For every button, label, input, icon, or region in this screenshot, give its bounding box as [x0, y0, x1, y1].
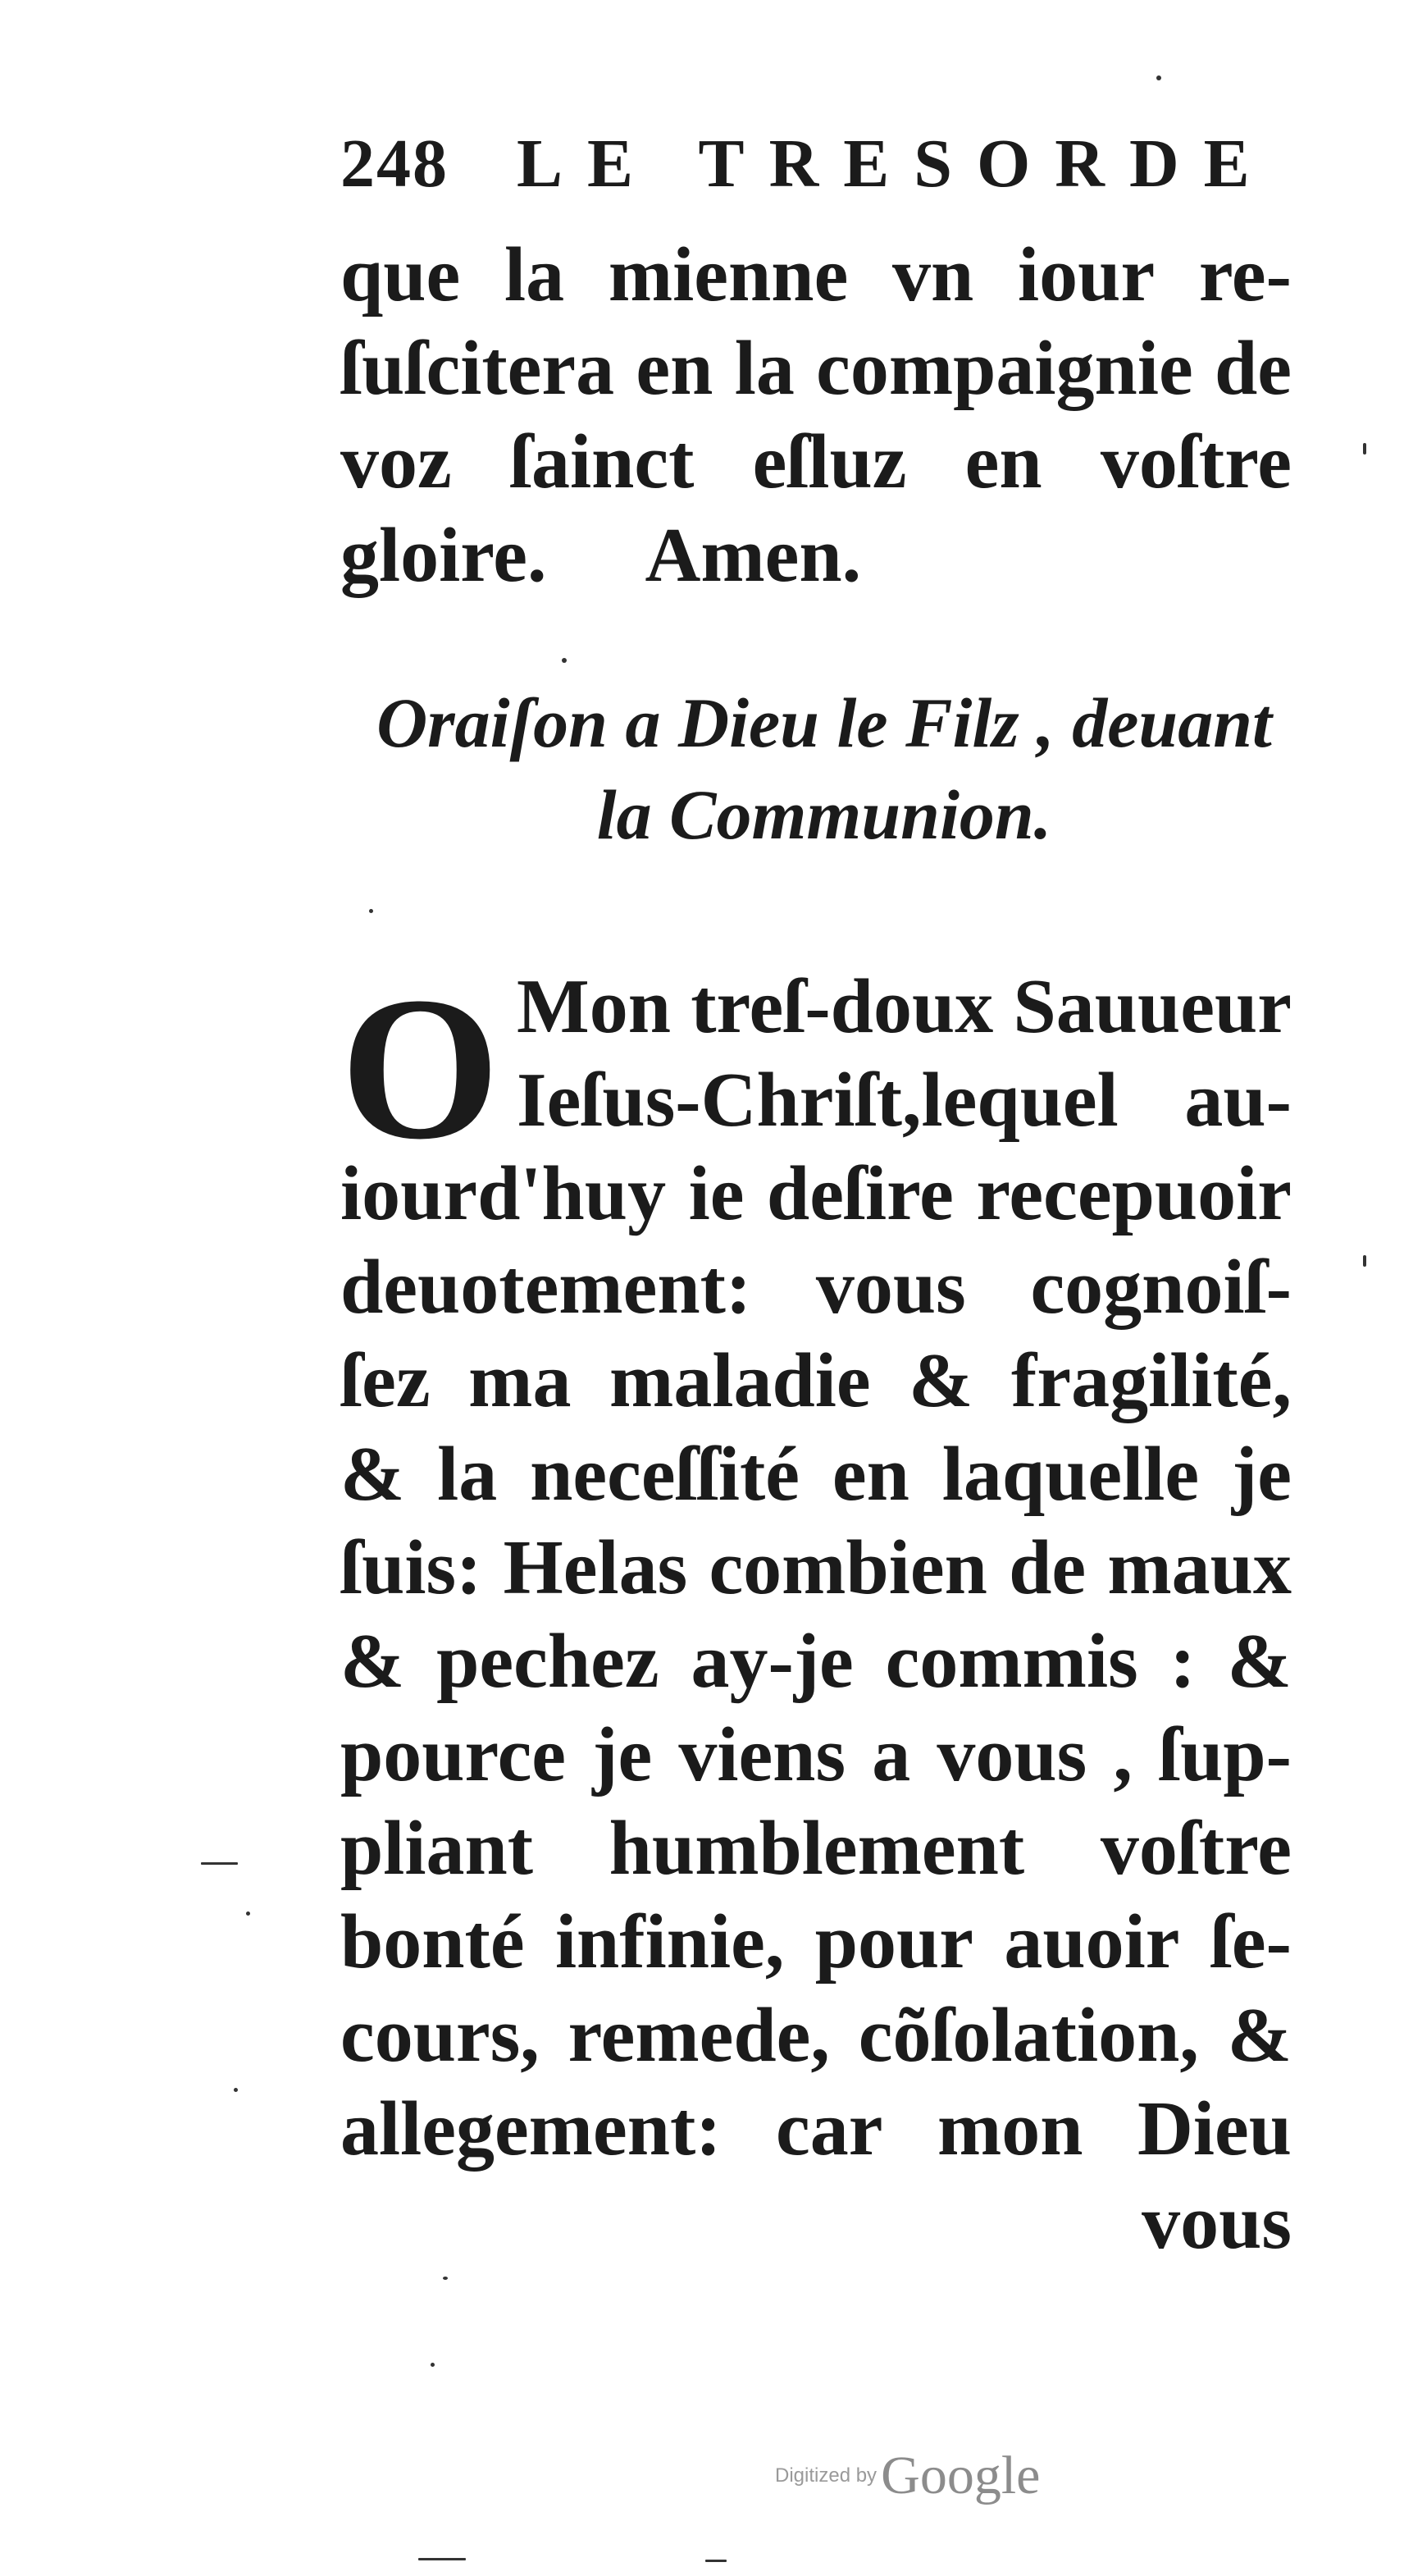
word: combien	[709, 1525, 987, 1610]
word: que	[340, 232, 461, 317]
word: ſez	[340, 1338, 431, 1423]
word: cours,	[340, 1993, 540, 2078]
word: mienne	[608, 232, 849, 317]
word: &	[1227, 1619, 1292, 1704]
word: deſire	[766, 1151, 954, 1236]
word: vous	[815, 1245, 966, 1330]
continuation-paragraph	[340, 228, 1292, 602]
scan-speck	[431, 2363, 435, 2367]
word: vn	[892, 232, 974, 317]
word: ſup-	[1158, 1712, 1292, 1797]
word: mon	[937, 2086, 1083, 2172]
word: &	[340, 1619, 405, 1704]
text-line	[340, 228, 1292, 322]
word: gloire.	[340, 513, 547, 598]
word: a	[872, 1712, 911, 1797]
scan-speck	[1363, 443, 1366, 454]
text-line	[340, 1427, 1292, 1521]
digitized-by-label: Digitized by	[775, 2464, 878, 2487]
text-line	[340, 415, 1292, 509]
word: vous	[937, 1712, 1087, 1797]
page-header	[340, 123, 1292, 213]
word: eſluz	[752, 419, 907, 505]
word: fragilité,	[1011, 1338, 1292, 1423]
scan-speck	[246, 1911, 250, 1916]
word: ſuis:	[340, 1525, 482, 1610]
word: iour	[1018, 232, 1156, 317]
word: cognoiſ-	[1030, 1245, 1292, 1330]
word: en	[964, 419, 1042, 505]
catchword: vous	[1142, 2180, 1292, 2265]
word: car	[776, 2086, 883, 2172]
scan-speck	[1156, 75, 1161, 80]
word: :	[1169, 1619, 1196, 1704]
word: je	[592, 1712, 653, 1797]
word: &	[909, 1338, 973, 1423]
word: au-	[1184, 1057, 1292, 1143]
word: maux	[1107, 1525, 1292, 1610]
word: la	[734, 326, 795, 411]
word: iourd'huy	[340, 1151, 667, 1236]
digitization-watermark	[775, 2445, 1040, 2507]
scan-speck	[201, 1862, 238, 1865]
text-line	[340, 1802, 1292, 1895]
text-line	[340, 322, 1292, 415]
word: la	[437, 1432, 498, 1517]
word: pour	[814, 1899, 973, 1985]
scan-speck	[234, 2088, 238, 2092]
word: Mon	[517, 964, 671, 1049]
word: en	[636, 326, 713, 411]
text-line	[340, 1240, 1292, 1334]
heading-line-2: la Communion.	[596, 775, 1052, 854]
word: recepuoir	[976, 1151, 1292, 1236]
word: maladie	[609, 1338, 871, 1423]
text-line	[340, 1615, 1292, 1708]
scan-speck	[1363, 1255, 1366, 1267]
word: treſ-doux	[691, 964, 994, 1049]
scan-speck	[562, 658, 567, 663]
page-number: 248	[340, 126, 449, 202]
word: ay-je	[691, 1619, 854, 1704]
word: de	[1009, 1525, 1087, 1610]
word: Sauueur	[1013, 964, 1292, 1049]
text-line	[340, 1989, 1292, 2082]
word: compaignie	[816, 326, 1193, 411]
word: viens	[678, 1712, 846, 1797]
word: commis	[885, 1619, 1138, 1704]
word: ſuſcitera	[340, 326, 615, 411]
heading-line-1: Oraiſon a Dieu le Filz , deuant	[376, 683, 1272, 762]
text-line	[340, 1334, 1292, 1427]
word: re-	[1198, 232, 1292, 317]
word: voſtre	[1100, 419, 1292, 505]
scan-speck	[443, 2277, 448, 2280]
word: pliant	[340, 1806, 534, 1891]
word: en	[832, 1432, 909, 1517]
word: infinie,	[554, 1899, 785, 1985]
word: voſtre	[1100, 1806, 1292, 1891]
drop-cap: O	[340, 955, 500, 1182]
word: ie	[688, 1151, 745, 1236]
word: humblement	[609, 1806, 1025, 1891]
word: deuotement:	[340, 1245, 752, 1330]
text-line	[340, 509, 1292, 602]
word: Ieſus-Chriſt,lequel	[517, 1057, 1119, 1143]
word: ma	[468, 1338, 572, 1423]
word: ſainct	[509, 419, 695, 505]
catchword-line	[340, 2176, 1292, 2269]
text-line	[340, 1708, 1292, 1802]
word: &	[1227, 1993, 1292, 2078]
word: remede,	[568, 1993, 830, 2078]
word: neceſſité	[530, 1432, 800, 1517]
word: Amen.	[645, 513, 862, 598]
text-line	[340, 1521, 1292, 1615]
google-logo-text: Google	[881, 2446, 1041, 2505]
word: voz	[340, 419, 452, 505]
word: pource	[340, 1712, 567, 1797]
word: ,	[1113, 1712, 1133, 1797]
word: Helas	[503, 1525, 688, 1610]
word: la	[504, 232, 565, 317]
scan-speck	[369, 909, 373, 913]
text-line	[340, 1895, 1292, 1989]
word: je	[1231, 1432, 1292, 1517]
text-line	[340, 2082, 1292, 2176]
scan-speck	[705, 2560, 727, 2562]
word: de	[1214, 326, 1292, 411]
word: bonté	[340, 1899, 525, 1985]
prayer-heading	[353, 677, 1296, 861]
word: cõſolation,	[858, 1993, 1199, 2078]
word: &	[340, 1432, 405, 1517]
word: auoir	[1004, 1899, 1180, 1985]
word: laquelle	[941, 1432, 1200, 1517]
word: allegement:	[340, 2086, 722, 2172]
word: Dieu	[1137, 2086, 1292, 2172]
word: ſe-	[1210, 1899, 1292, 1985]
word: pechez	[436, 1619, 659, 1704]
running-title: LE TRESORDE	[517, 126, 1274, 202]
prayer-paragraph	[340, 955, 1292, 2269]
scan-speck	[418, 2558, 466, 2560]
